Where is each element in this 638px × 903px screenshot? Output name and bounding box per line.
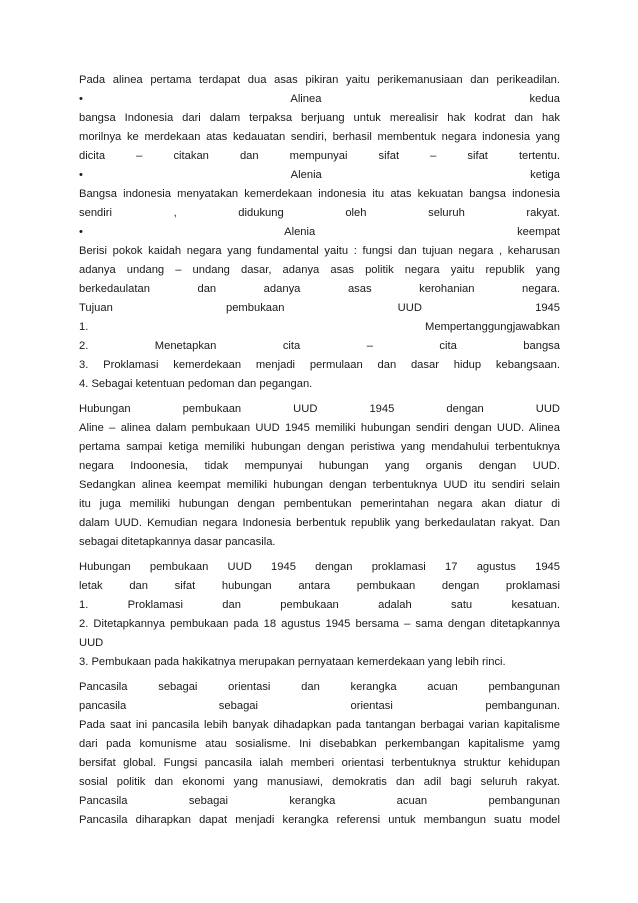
text-line: 3. Proklamasi kemerdekaan menjadi permulaan dan dasar hidup kebangsaan.	[79, 359, 560, 371]
text-line: 1. Proklamasi dan pembukaan adalah satu kesatuan.	[79, 599, 560, 611]
text-line: Pada alinea pertama terdapat dua asas pikiran yaitu perikemanusiaan dan perikeadilan.	[79, 74, 560, 86]
text-line: Hubungan pembukaan UUD 1945 dengan proklamasi 17 agustus 1945	[79, 561, 560, 573]
text-line: Pancasila sebagai orientasi dan kerangka acuan pembangunan	[79, 681, 560, 693]
text-line: sosial politik dan ekonomi yang manusiawi, demokratis dan adil bagi seluruh rakyat.	[79, 776, 560, 788]
text-line: dalam UUD. Kemudian negara Indonesia berbentuk republik yang berkedaulatan rakyat. Dan	[79, 517, 560, 529]
text-line: bersifat global. Fungsi pancasila ialah memberi orientasi terbentuknya struktur kehidupan	[79, 757, 560, 769]
paragraph-block-alinea	[79, 71, 560, 394]
text-line: Pada saat ini pancasila lebih banyak dihadapkan pada tantangan berbagai varian kapitalisme	[79, 719, 560, 731]
text-line: pertama sampai ketiga memiliki hubungan dengan peristiwa yang mendahului terbentuknya	[79, 441, 560, 453]
text-line: 2. Menetapkan cita – cita bangsa	[79, 340, 560, 352]
text-line: bangsa Indonesia dari dalam terpaksa berjuang untuk merealisir hak kodrat dan hak	[79, 112, 560, 124]
text-line: 2. Ditetapkannya pembukaan pada 18 agustus 1945 bersama – sama dengan ditetapkannya	[79, 618, 560, 630]
text-line: Pancasila diharapkan dapat menjadi kerangka referensi untuk membangun suatu model	[79, 814, 560, 826]
text-line: sebagai ditetapkannya dasar pancasila.	[79, 536, 276, 548]
text-line: Aline – alinea dalam pembukaan UUD 1945 memiliki hubungan sendiri dengan UUD. Alinea	[79, 422, 560, 434]
text-line: • Alenia keempat	[79, 226, 560, 238]
text-line: 1. Mempertanggungjawabkan	[79, 321, 560, 333]
text-line: Hubungan pembukaan UUD 1945 dengan UUD	[79, 403, 560, 415]
paragraph-block-hubungan-uud	[79, 400, 560, 552]
text-line: • Alenia ketiga	[79, 169, 560, 181]
text-line: 3. Pembukaan pada hakikatnya merupakan pernyataan kemerdekaan yang lebih rinci.	[79, 656, 506, 668]
text-line: Berisi pokok kaidah negara yang fundamental yaitu : fungsi dan tujuan negara , keharusan	[79, 245, 560, 257]
text-line: letak dan sifat hubungan antara pembukaan dengan proklamasi	[79, 580, 560, 592]
text-line: dari pada komunisme atau sosialisme. Ini disebabkan perkembangan kapitalisme yamg	[79, 738, 560, 750]
text-line: UUD	[79, 637, 104, 649]
text-line: pancasila sebagai orientasi pembangunan.	[79, 700, 560, 712]
text-line: Bangsa indonesia menyatakan kemerdekaan indonesia itu atas kekuatan bangsa indonesia	[79, 188, 560, 200]
text-line: • Alinea kedua	[79, 93, 560, 105]
document-page	[79, 71, 560, 830]
text-line: Sedangkan alinea keempat memiliki hubungan dengan terbentuknya UUD itu sendiri selain	[79, 479, 560, 491]
text-line: itu juga memiliki hubungan dengan pembentukan pemerintahan negara akan diatur di	[79, 498, 560, 510]
text-line: morilnya ke merdekaan atas kedauatan sendiri, berhasil membentuk negara indonesia yang	[79, 131, 560, 143]
text-line: berkedaulatan dan adanya asas kerohanian negara.	[79, 283, 560, 295]
paragraph-block-hubungan-proklamasi	[79, 558, 560, 672]
text-line: adanya undang – undang dasar, adanya asas politik negara yaitu republik yang	[79, 264, 560, 276]
paragraph-block-pancasila	[79, 678, 560, 830]
text-line: sendiri , didukung oleh seluruh rakyat.	[79, 207, 560, 219]
text-line: 4. Sebagai ketentuan pedoman dan pegangan.	[79, 378, 313, 390]
text-line: Tujuan pembukaan UUD 1945	[79, 302, 560, 314]
text-line: dicita – citakan dan mempunyai sifat – sifat tertentu.	[79, 150, 560, 162]
text-line: Pancasila sebagai kerangka acuan pembangunan	[79, 795, 560, 807]
text-line: negara Indoonesia, tidak mempunyai hubungan yang organis dengan UUD.	[79, 460, 560, 472]
